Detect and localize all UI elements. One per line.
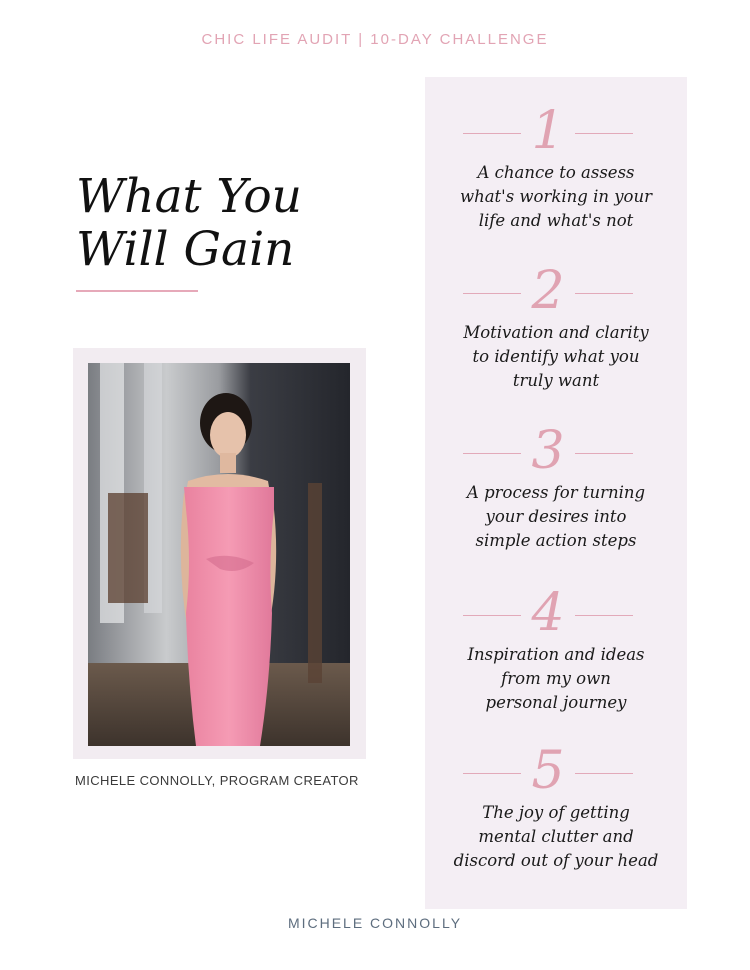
benefit-text-line: your desires into (485, 507, 627, 526)
benefit-number: 3 (531, 421, 565, 481)
benefit-text-line: Motivation and clarity (463, 323, 649, 342)
divider-line (463, 293, 521, 294)
photo-caption: MICHELE CONNOLLY, PROGRAM CREATOR (75, 773, 359, 788)
benefit-number: 5 (531, 741, 565, 801)
divider-line (575, 615, 633, 616)
benefit-text (425, 801, 687, 873)
benefit-text-line: The joy of getting (482, 803, 630, 822)
benefit-text-line: A chance to assess (477, 163, 635, 182)
divider-line (575, 133, 633, 134)
divider-line (463, 615, 521, 616)
header-title: CHIC LIFE AUDIT | 10-DAY CHALLENGE (201, 31, 549, 48)
divider-line (463, 133, 521, 134)
benefit-item-1 (425, 101, 687, 233)
footer-brand: MICHELE CONNOLLY (287, 915, 463, 931)
benefit-item-3 (425, 421, 687, 553)
divider-line (575, 773, 633, 774)
benefit-text (425, 643, 687, 715)
benefit-number: 4 (531, 583, 565, 643)
benefit-item-5 (425, 741, 687, 873)
benefit-item-2 (425, 261, 687, 393)
benefit-text (425, 161, 687, 233)
page-title-line-2: Will Gain (76, 222, 295, 277)
title-underline (76, 290, 198, 292)
benefit-text-line: what's working in your (459, 187, 653, 206)
benefit-number: 2 (531, 261, 565, 321)
benefit-text-line: life and what's not (478, 211, 634, 230)
benefit-text-line: personal journey (485, 693, 627, 712)
divider-line (575, 453, 633, 454)
benefit-text (425, 481, 687, 553)
benefit-text-line: from my own (501, 669, 611, 688)
benefit-text-line: discord out of your head (453, 851, 659, 870)
benefit-text-line: truly want (512, 371, 600, 390)
divider-line (463, 773, 521, 774)
benefit-text-line: to identify what you (472, 347, 640, 366)
benefit-text-line: A process for turning (466, 483, 646, 502)
benefit-item-4 (425, 583, 687, 715)
benefit-text-line: mental clutter and (478, 827, 634, 846)
portrait-photo (88, 363, 350, 746)
benefit-number: 1 (531, 101, 565, 161)
benefit-text-line: Inspiration and ideas (467, 645, 645, 664)
benefit-text (425, 321, 687, 393)
divider-line (575, 293, 633, 294)
benefits-panel (425, 77, 687, 909)
page-title-line-1: What You (76, 169, 302, 224)
page-title (76, 170, 302, 276)
divider-line (463, 453, 521, 454)
benefit-text-line: simple action steps (475, 531, 637, 550)
